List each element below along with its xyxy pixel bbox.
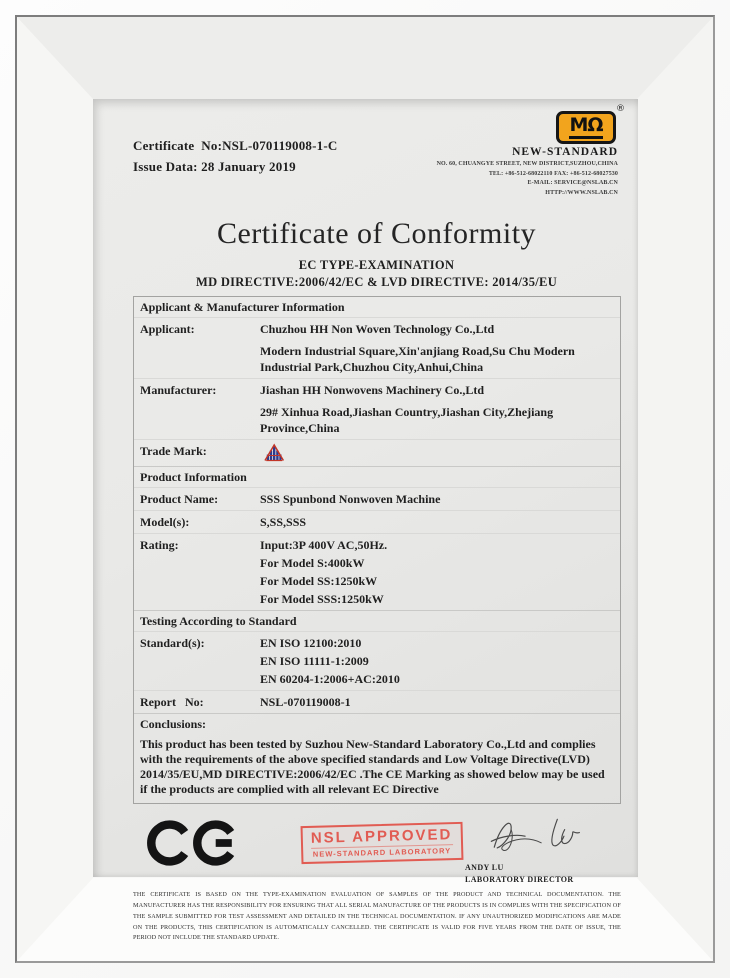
- signatory-title: LABORATORY DIRECTOR: [465, 875, 574, 884]
- conclusions-text: This product has been tested by Suzhou New-Standard Laboratory Co.,Ltd and complies with the requirements of the above specified standards and Low Voltage Directive(LVD) 2014/35/EU,MD DIRECTIVE:2006/42/EC .The CE Marking as showed below may be used if the products are complied with all relevant EC Directive: [140, 737, 605, 796]
- applicant-address: Modern Industrial Square,Xin'anjiang Road,Su Chu Modern Industrial Park,Chuzhou City,Anhui,China: [260, 344, 575, 374]
- report-no-label: Report No:: [140, 695, 204, 709]
- table-row: [134, 487, 620, 510]
- certificate-paper: [93, 99, 638, 942]
- manufacturer-address: 29# Xinhua Road,Jiashan Country,Jiashan City,Zhejiang Province,China: [260, 405, 554, 435]
- table-row: [134, 510, 620, 533]
- certificate-table: [133, 296, 621, 804]
- section-applicant-manufacturer: Applicant & Manufacturer Information: [140, 300, 345, 314]
- manufacturer-name: Jiashan HH Nonwovens Machinery Co.,Ltd: [260, 383, 485, 397]
- table-row: [134, 533, 620, 610]
- rating-model-ss: For Model SS:1250kW: [260, 574, 378, 588]
- rating-model-sss: For Model SSS:1250kW: [260, 592, 384, 606]
- rating-input: Input:3P 400V AC,50Hz.: [260, 538, 388, 552]
- standard-1: EN ISO 12100:2010: [260, 636, 362, 650]
- report-no-value: NSL-070119008-1: [260, 695, 351, 709]
- signature-block: [465, 812, 615, 884]
- m-omega-logo-icon: [556, 111, 616, 144]
- trademark-icon: [262, 443, 286, 463]
- rating-label: Rating:: [140, 538, 179, 552]
- rating-model-s: For Model S:400kW: [260, 556, 365, 570]
- table-row: [134, 690, 620, 713]
- models-label: Model(s):: [140, 515, 190, 529]
- product-name-label: Product Name:: [140, 492, 219, 506]
- issuer-email-line: E-MAIL: SERVICE@NSLAB.CN: [527, 180, 618, 187]
- section-testing-standard: Testing According to Standard: [134, 610, 620, 631]
- product-name: SSS Spunbond Nonwoven Machine: [260, 492, 441, 506]
- subtitle-examination: EC TYPE-EXAMINATION: [298, 258, 455, 272]
- table-row: [134, 378, 620, 401]
- signatory-name: ANDY LU: [465, 863, 504, 872]
- issuer-website-line: HTTP://WWW.NSLAB.CN: [545, 189, 618, 196]
- standards-label: Standard(s):: [140, 636, 205, 650]
- subtitle-directives: MD DIRECTIVE:2006/42/EC & LVD DIRECTIVE: 2014/35/EU: [195, 275, 558, 289]
- issuer-brand-block: [428, 104, 625, 198]
- page-title: Certificate of Conformity: [216, 217, 537, 250]
- disclaimer-text: THE CERTIFICATE IS BASED ON THE TYPE-EXAMINATION EVALUATION OF SAMPLES OF THE PRODUCT AND TECHNICAL DOCUMENTATION. THE MANUFACTURER HAS THE RESPONSIBILITY FOR ENSURING THAT ALL SERIAL MANUFACTURE OF THE PRODUCTS IS IN COMPLIES WITH THE SPECIFICATION OF THE SAMPLE SUBMITTED FOR TEST ASSESSMENT AND DETAILED IN THE TECHNICAL DOCUMENTATION. IF ANY UNAUTHORIZED MODIFICATIONS ARE MADE ON THE PRODUCTS, THIS CERTIFICATION IS AUTOMATICALLY CANCELLED. THE CERTIFICATE IS VALID FOR FIVE YEARS FROM THE DATE OF ISSUE, THE PERIOD NOT INCLUDE THE STANDARD UPDATE.: [133, 891, 621, 942]
- table-row: [134, 317, 620, 340]
- models-value: S,SS,SSS: [260, 515, 307, 529]
- issuer-phone-line: TEL: +86-512-68022110 FAX: +86-512-68027530: [488, 170, 618, 177]
- stamp-line-2: NEW-STANDARD LABORATORY: [311, 844, 453, 859]
- ce-mark-icon: [147, 820, 243, 866]
- registered-trademark-icon: ®: [616, 104, 625, 114]
- trademark-label: Trade Mark:: [140, 444, 207, 458]
- issuer-logo: [556, 104, 625, 144]
- issue-date: Issue Data: 28 January 2019: [133, 159, 296, 174]
- table-row: [134, 340, 620, 378]
- section-conclusions: Conclusions:: [134, 713, 620, 734]
- table-row: [134, 631, 620, 690]
- section-product-information: Product Information: [134, 466, 620, 487]
- logo-text: MΩ: [569, 116, 602, 139]
- applicant-name: Chuzhou HH Non Woven Technology Co.,Ltd: [260, 322, 495, 336]
- approval-stamp: [301, 822, 463, 864]
- certificate-footer: [133, 812, 621, 884]
- standard-2: EN ISO 11111-1:2009: [260, 654, 369, 668]
- issuer-address-line: NO. 60, CHUANGYE STREET, NEW DISTRICT,SUZHOU,CHINA: [436, 161, 618, 167]
- table-row: [134, 439, 620, 466]
- manufacturer-label: Manufacturer:: [140, 383, 217, 397]
- standard-3: EN 60204-1:2006+AC:2010: [260, 672, 400, 686]
- issuer-name: NEW-STANDARD: [512, 146, 618, 158]
- stamp-line-1: NSL APPROVED: [310, 826, 453, 847]
- certificate-number: Certificate No:NSL-070119008-1-C: [133, 138, 338, 153]
- table-row: [134, 401, 620, 439]
- signature-scrawl: [465, 812, 613, 856]
- applicant-label: Applicant:: [140, 322, 195, 336]
